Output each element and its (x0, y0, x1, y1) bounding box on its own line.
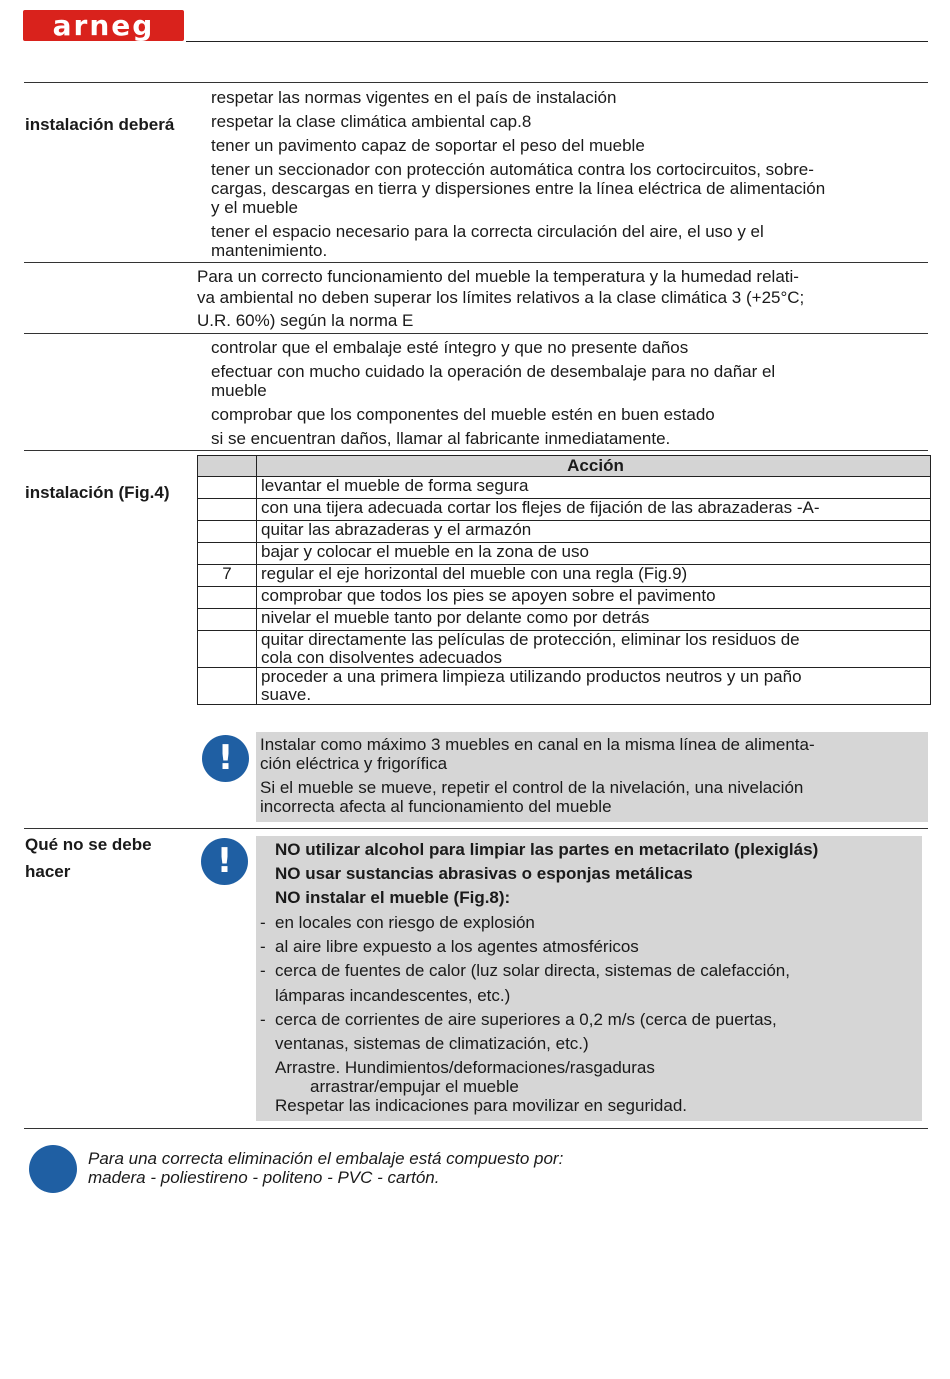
table-row (198, 565, 931, 587)
section-divider (24, 82, 928, 83)
list-bullet: - (260, 961, 266, 980)
step-action-line: proceder a una primera limpieza utilizando productos neutros y un paño (261, 667, 802, 686)
warning-icon: ! (201, 838, 248, 885)
list-item: tener un seccionador con protección automática contra los cortocircuitos, sobre- (211, 160, 814, 179)
paragraph-line: va ambiental no deben superar los límites relativos a la clase climática 3 (+25°C; (197, 288, 805, 307)
tail-line: arrastrar/empujar el mueble (310, 1077, 519, 1096)
table-row (198, 499, 931, 521)
list-item: cerca de fuentes de calor (luz solar directa, sistemas de calefacción, (275, 961, 790, 980)
section-divider (24, 1128, 928, 1129)
info-icon (29, 1145, 77, 1193)
list-item: efectuar con mucho cuidado la operación de desembalaje para no dañar el (211, 362, 776, 381)
step-number (198, 477, 257, 499)
list-bullet: - (260, 913, 266, 932)
header-divider (186, 41, 928, 42)
action-header: Acción (257, 456, 931, 477)
step-number (198, 587, 257, 609)
step-action: regular el eje horizontal del mueble con una regla (Fig.9) (257, 565, 931, 587)
table-row (198, 587, 931, 609)
list-item: cerca de corrientes de aire superiores a 0,2 m/s (cerca de puertas, (275, 1010, 777, 1029)
paragraph-line: U.R. 60%) según la norma E (197, 311, 414, 330)
what-not-to-do-label: Qué no se debe (25, 835, 152, 854)
note-line: incorrecta afecta al funcionamiento del mueble (260, 797, 612, 816)
list-item: respetar la clase climática ambiental cap.8 (211, 112, 532, 131)
list-item: cargas, descargas en tierra y dispersiones entre la línea eléctrica de alimentación (211, 179, 826, 198)
tail-line: Arrastre. Hundimientos/deformaciones/rasgaduras (275, 1058, 655, 1077)
list-item: tener el espacio necesario para la correcta circulación del aire, el uso y el (211, 222, 764, 241)
step-number (198, 543, 257, 565)
section-divider (24, 333, 928, 334)
list-item: lámparas incandescentes, etc.) (275, 986, 511, 1005)
prohibition-line: NO usar sustancias abrasivas o esponjas metálicas (275, 864, 693, 883)
step-action-line: cola con disolventes adecuados (261, 648, 502, 667)
table-row (198, 631, 931, 668)
note-line: Instalar como máximo 3 muebles en canal en la misma línea de alimenta- (260, 735, 815, 754)
step-action (257, 631, 931, 668)
disposal-line: madera - poliestireno - politeno - PVC - cartón. (88, 1168, 440, 1187)
list-bullet: - (260, 1010, 266, 1029)
list-item: tener un pavimento capaz de soportar el peso del mueble (211, 136, 645, 155)
step-action: nivelar el mueble tanto por delante como por detrás (257, 609, 931, 631)
step-number (198, 521, 257, 543)
list-item: en locales con riesgo de explosión (275, 913, 535, 932)
list-item: ventanas, sistemas de climatización, etc.) (275, 1034, 589, 1053)
section-divider (24, 828, 928, 829)
step-action-line: quitar directamente las películas de protección, eliminar los residuos de (261, 630, 800, 649)
tail-line: Respetar las indicaciones para movilizar en seguridad. (275, 1096, 687, 1115)
prohibition-line: NO instalar el mueble (Fig.8): (275, 888, 511, 907)
paragraph-line: Para un correcto funcionamiento del mueble la temperatura y la humedad relati- (197, 267, 799, 286)
table-header-row (198, 456, 931, 477)
arneg-logo: arneg (23, 10, 184, 41)
table-row (198, 521, 931, 543)
step-action: comprobar que todos los pies se apoyen sobre el pavimento (257, 587, 931, 609)
list-item: comprobar que los componentes del mueble estén en buen estado (211, 405, 715, 424)
step-number (198, 668, 257, 705)
list-item: respetar las normas vigentes en el país de instalación (211, 88, 617, 107)
table-row (198, 609, 931, 631)
step-action (257, 668, 931, 705)
step-number (198, 631, 257, 668)
section-divider (24, 450, 928, 451)
step-action: quitar las abrazaderas y el armazón (257, 521, 931, 543)
list-bullet: - (260, 937, 266, 956)
step-action: levantar el mueble de forma segura (257, 477, 931, 499)
step-number-header (198, 456, 257, 477)
note-line: Si el mueble se mueve, repetir el control de la nivelación, una nivelación (260, 778, 804, 797)
list-item: al aire libre expuesto a los agentes atmosféricos (275, 937, 639, 956)
installation-fig4-label: instalación (Fig.4) (25, 483, 170, 502)
list-item: y el mueble (211, 198, 298, 217)
step-number (198, 499, 257, 521)
step-action: bajar y colocar el mueble en la zona de uso (257, 543, 931, 565)
installation-must-label: instalación deberá (25, 115, 175, 134)
list-item: mantenimiento. (211, 241, 328, 260)
warning-icon: ! (202, 735, 249, 782)
step-action-line: suave. (261, 685, 312, 704)
table-row (198, 543, 931, 565)
what-not-to-do-label: hacer (25, 862, 71, 881)
section-divider (24, 262, 928, 263)
step-number: 7 (198, 565, 257, 587)
table-row (198, 668, 931, 705)
note-line: ción eléctrica y frigorífica (260, 754, 448, 773)
prohibition-line: NO utilizar alcohol para limpiar las partes en metacrilato (plexiglás) (275, 840, 819, 859)
list-item: controlar que el embalaje esté íntegro y que no presente daños (211, 338, 689, 357)
installation-steps-table (197, 455, 931, 705)
step-number (198, 609, 257, 631)
list-item: si se encuentran daños, llamar al fabricante inmediatamente. (211, 429, 671, 448)
disposal-line: Para una correcta eliminación el embalaje está compuesto por: (88, 1149, 564, 1168)
table-row (198, 477, 931, 499)
list-item: mueble (211, 381, 267, 400)
step-action: con una tijera adecuada cortar los flejes de fijación de las abrazaderas -A- (257, 499, 931, 521)
